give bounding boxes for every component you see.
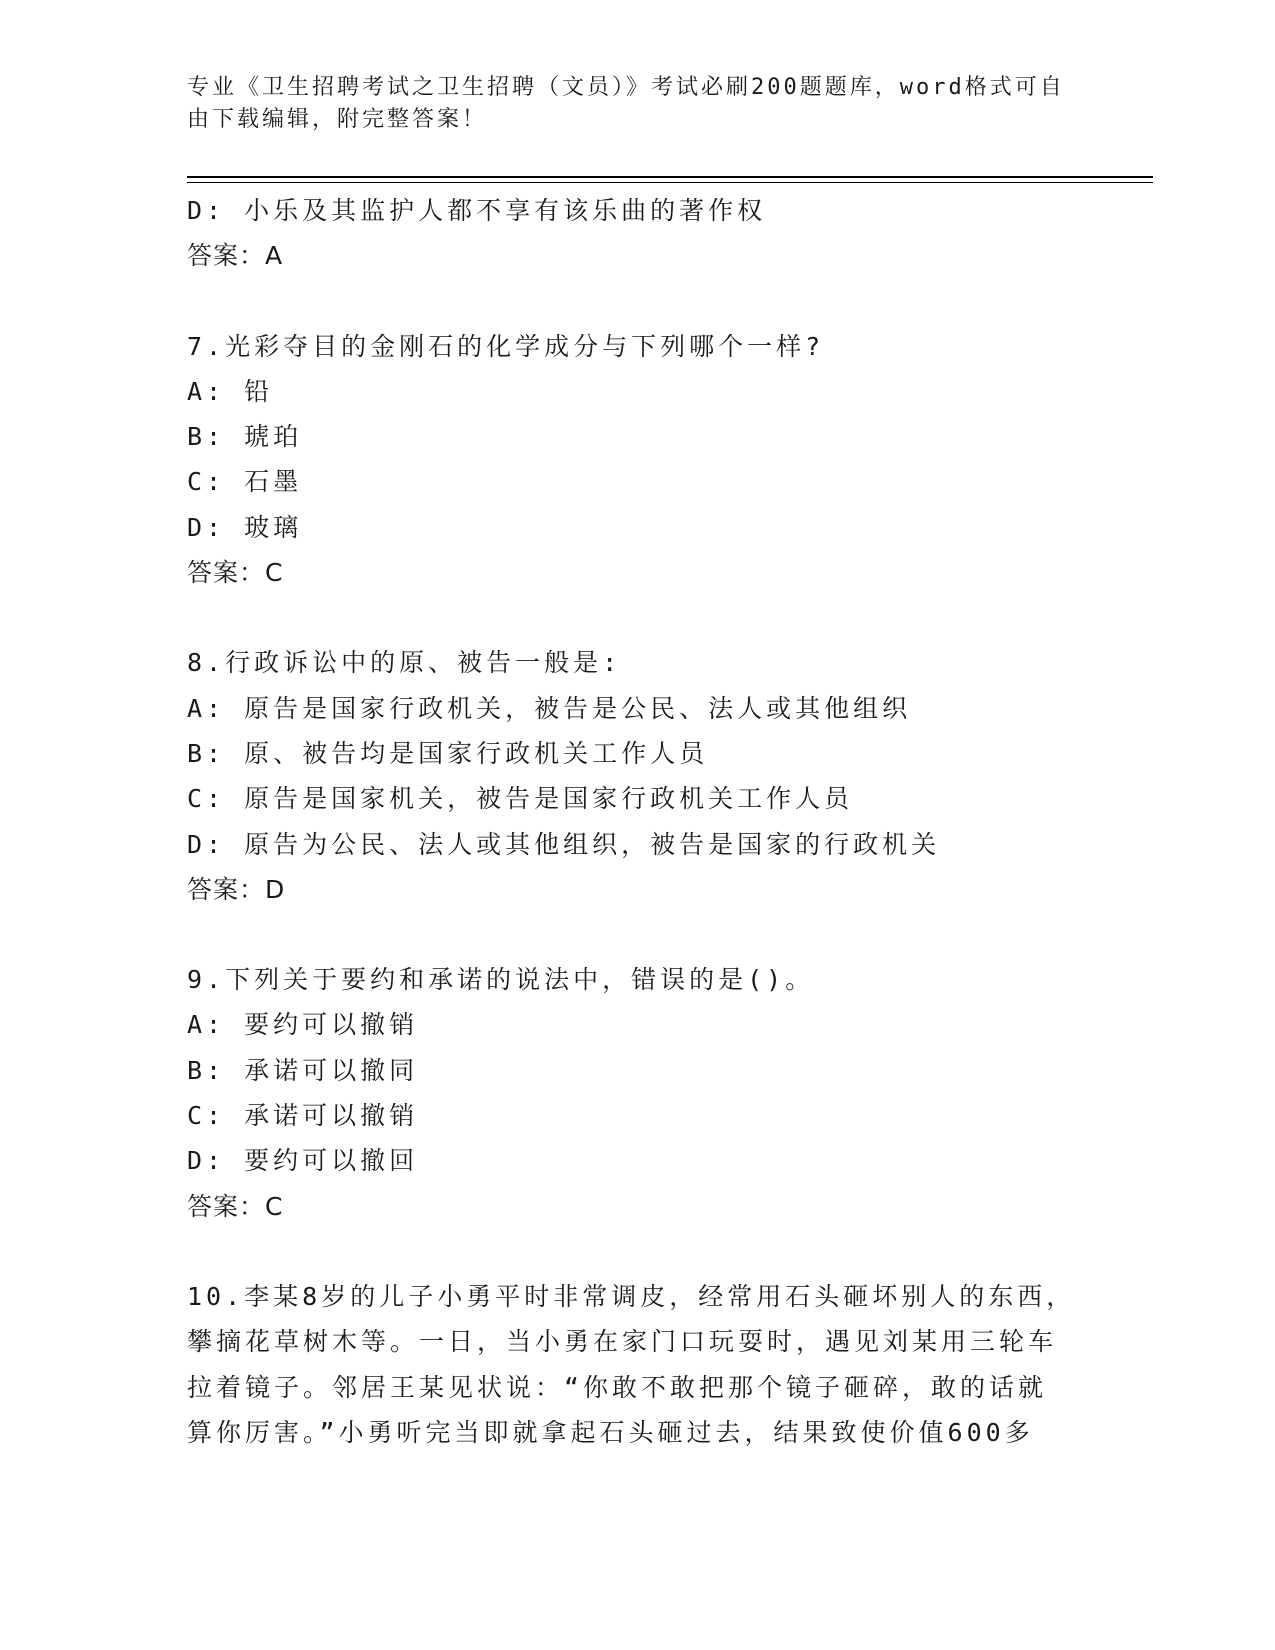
option-a: A: 铅 (187, 376, 274, 406)
option-d: D: 要约可以撤回 (187, 1146, 419, 1176)
option-c: C: 承诺可以撤销 (187, 1101, 419, 1131)
option-c: C: 原告是国家机关，被告是国家行政机关工作人员 (187, 784, 854, 814)
question-text: 9.下列关于要约和承诺的说法中，错误的是()。 (187, 965, 815, 995)
question-text-line: 算你厉害。”小勇听完当即就拿起石头砸过去，结果致使价值600多 (187, 1417, 1034, 1447)
question-block (187, 1274, 1076, 1455)
answer-line: 答案：A (187, 241, 284, 271)
question-block (187, 324, 1067, 596)
question-text: 8.行政诉讼中的原、被告一般是: (187, 648, 622, 678)
option-d: D: 原告为公民、法人或其他组织，被告是国家的行政机关 (187, 829, 941, 859)
question-text-line: 10.李某8岁的儿子小勇平时非常调皮，经常用石头砸坏别人的东西， (187, 1281, 1076, 1311)
option-b: B: 琥珀 (187, 422, 303, 452)
question-block (187, 640, 1067, 912)
document-header (187, 72, 1067, 136)
answer-line: 答案：C (187, 1191, 284, 1221)
option-a: A: 原告是国家行政机关，被告是公民、法人或其他组织 (187, 693, 912, 723)
option-b: B: 承诺可以撤同 (187, 1055, 419, 1085)
question-text: 7.光彩夺目的金刚石的化学成分与下列哪个一样? (187, 331, 825, 361)
option-c: C: 石墨 (187, 467, 303, 497)
question-text-line: 拉着镜子。邻居王某见状说：“你敢不敢把那个镜子砸碎，敢的话就 (187, 1372, 1048, 1402)
question-block (187, 957, 1067, 1229)
question-text-line: 攀摘花草树木等。一日，当小勇在家门口玩耍时，遇见刘某用三轮车 (187, 1327, 1058, 1357)
answer-line: 答案：C (187, 558, 284, 588)
header-line-1: 专业《卫生招聘考试之卫生招聘（文员）》考试必刷200题题库，word格式可自 (187, 75, 1065, 100)
option-text: D: 小乐及其监护人都不享有该乐曲的著作权 (187, 196, 767, 225)
header-line-2: 由下载编辑，附完整答案！ (187, 107, 488, 132)
question-list (187, 188, 1076, 1455)
header-rule-thin (187, 182, 1153, 183)
option-b: B: 原、被告均是国家行政机关工作人员 (187, 738, 709, 768)
option-a: A: 要约可以撤销 (187, 1010, 419, 1040)
header-rule-thick (187, 176, 1153, 178)
option-d: D: 玻璃 (187, 512, 303, 542)
answer-line: 答案：D (187, 874, 286, 904)
